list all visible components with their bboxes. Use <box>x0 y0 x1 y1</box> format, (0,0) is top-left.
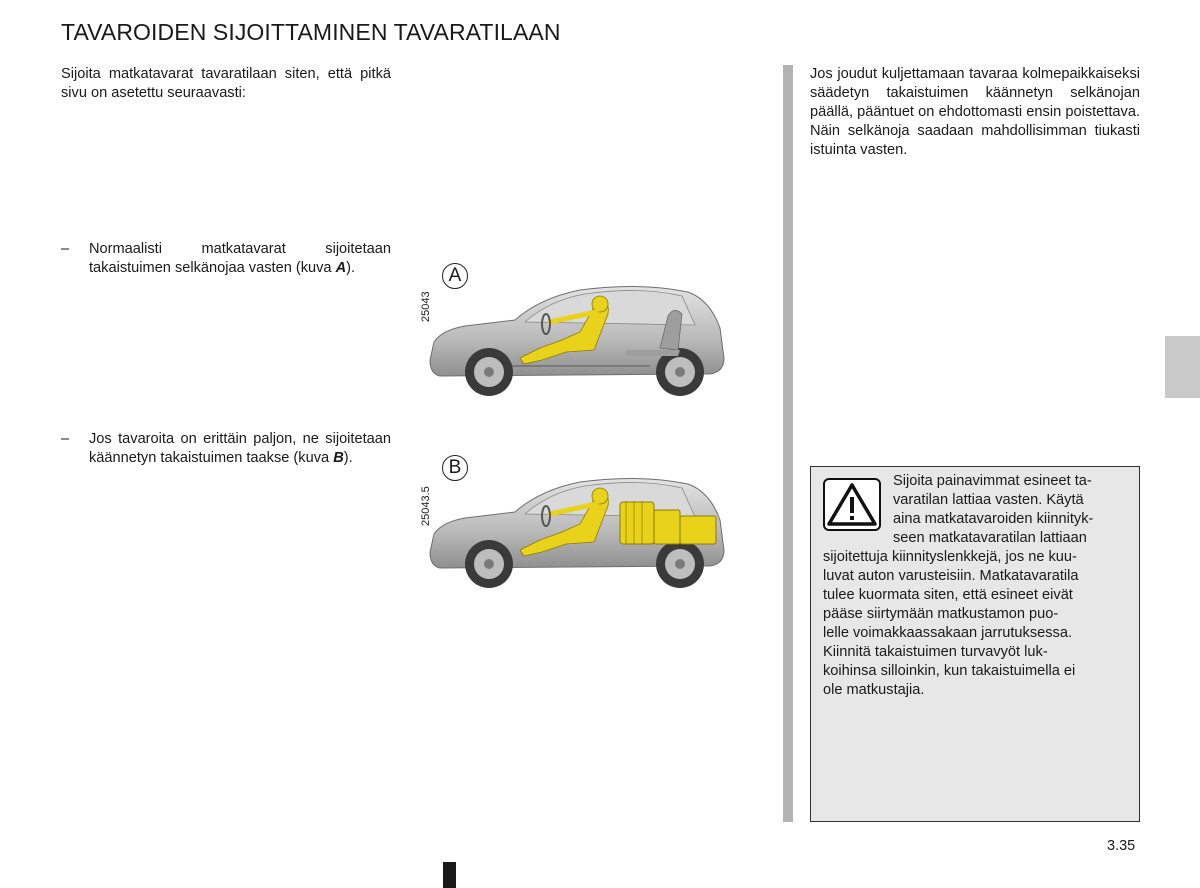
bullet-dash: – <box>61 431 70 447</box>
bullet-a <box>61 240 391 278</box>
right-paragraph: Jos joudut kuljettamaan tavaraa kolmepaikkaiseksi säädetyn takaistuimen käännetyn selkänojan päällä, pääntuet on ehdottomasti ensin poistettava. Näin selkänoja saadaan mahdollisimman tiukasti istuinta vasten. <box>810 66 1140 158</box>
page-number: 3.35 <box>1107 838 1136 854</box>
bottom-marker <box>443 862 456 888</box>
bullet-text: Normaalisti matkatavarat sijoitetaan takaistuimen selkänojaa vasten (kuva A). <box>89 241 391 276</box>
chapter-tab <box>1165 336 1200 398</box>
intro-paragraph: Sijoita matkatavarat tavaratilaan siten, että pitkä sivu on asetettu seuraavasti: <box>61 66 391 101</box>
bullet-text: Jos tavaroita on erittäin paljon, ne sijoitetaan käännetyn takaistuimen taakse (kuva B). <box>89 431 391 466</box>
figure-b-ref: 25043.5 <box>420 486 432 526</box>
figure-a-ref: 25043 <box>420 291 432 322</box>
car-illustration-a <box>420 280 730 400</box>
page-title: TAVAROIDEN SIJOITTAMINEN TAVARATILAAN <box>61 19 561 45</box>
car-illustration-b <box>420 472 730 592</box>
bullet-dash: – <box>61 241 70 257</box>
figure-b-label: B <box>442 455 468 481</box>
warning-text-top: Sijoita painavimmat esineet ta- varatilan lattiaa vasten. Käytä aina matkatavaroiden kiinnityk- seen matkatavaratilan lattiaan <box>893 473 1094 546</box>
warning-text-bottom: sijoitettuja kiinnityslenkkejä, jos ne kuu- luvat auton varusteisiin. Matkatavaratila tulee kuormata siten, että esineet eivät pääse siirtymään matkustamon puo- lelle voimakkaassakaan jarrutuksessa. Kiinnitä takaistuimen turvavyöt luk- koihinsa silloinkin, kun takaistuimella ei ole matkustajia. <box>823 549 1079 698</box>
bullet-b <box>61 430 391 468</box>
column-divider <box>783 65 793 822</box>
warning-triangle-icon <box>823 478 881 531</box>
figure-a-label: A <box>442 263 468 289</box>
